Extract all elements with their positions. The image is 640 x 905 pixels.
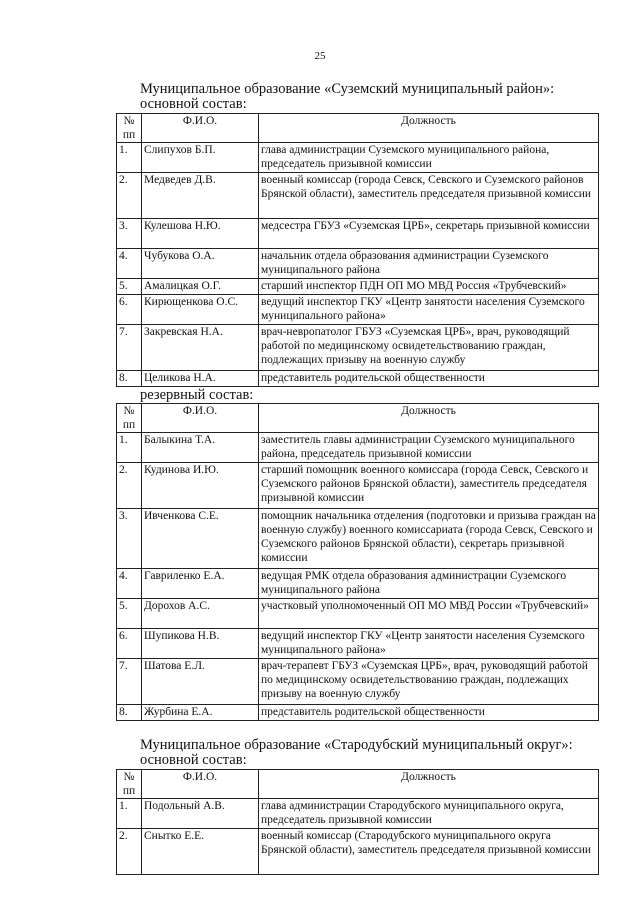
row-num: 6. (117, 629, 142, 659)
header-num: № пп (117, 114, 142, 143)
row-name: Амалицкая О.Г. (142, 279, 259, 295)
row-name: Кирющенкова О.С. (142, 295, 259, 325)
row-num: 5. (117, 279, 142, 295)
header-position: Должность (259, 770, 599, 799)
row-name: Гавриленко Е.А. (142, 569, 259, 599)
row-name: Кудинова И.Ю. (142, 463, 259, 509)
table-header-row (117, 114, 599, 143)
table-row (117, 799, 599, 829)
header-position: Должность (259, 404, 599, 433)
table-row (117, 279, 599, 295)
row-position: помощник начальника отделения (подготовки и призыва граждан на военную службу) военного комиссариата (города Севск, Севского и Суземского районов Брянской области), секретарь призывной комиссии (259, 509, 599, 569)
page-number: 25 (314, 50, 326, 62)
row-name: Целикова Н.А. (142, 371, 259, 387)
row-position: старший помощник военного комиссара (города Севск, Севского и Суземского районов Брянской области), заместитель председателя призывной комиссии (259, 463, 599, 509)
table-row (117, 463, 599, 509)
table-row (117, 143, 599, 173)
row-position: военный комиссар (города Севск, Севского и Суземского районов Брянской области), заместитель председателя призывной комиссии (259, 173, 599, 219)
table-row (117, 173, 599, 219)
row-num: 1. (117, 143, 142, 173)
table-row (117, 371, 599, 387)
header-num: № пп (117, 770, 142, 799)
row-num: 3. (117, 509, 142, 569)
row-name: Дорохов А.С. (142, 599, 259, 629)
row-position: ведущий инспектор ГКУ «Центр занятости населения Суземского муниципального района» (259, 295, 599, 325)
row-position: глава администрации Стародубского муниципального округа, председатель призывной комиссии (259, 799, 599, 829)
table-row (117, 569, 599, 599)
table-row (117, 219, 599, 249)
row-position: глава администрации Суземского муниципального района, председатель призывной комиссии (259, 143, 599, 173)
row-num: 4. (117, 249, 142, 279)
table-suzemka-main (116, 113, 599, 387)
table-row (117, 249, 599, 279)
table-suzemka-reserve (116, 403, 599, 721)
header-position: Должность (259, 114, 599, 143)
table-row (117, 705, 599, 721)
row-position: ведущая РМК отдела образования администрации Суземского муниципального района (259, 569, 599, 599)
row-name: Чубукова О.А. (142, 249, 259, 279)
row-num: 4. (117, 569, 142, 599)
row-name: Ивченкова С.Е. (142, 509, 259, 569)
row-name: Подольный А.В. (142, 799, 259, 829)
table-row (117, 295, 599, 325)
row-num: 8. (117, 705, 142, 721)
header-num: № пп (117, 404, 142, 433)
row-num: 7. (117, 659, 142, 705)
row-position: представитель родительской общественности (259, 705, 599, 721)
section-subheading-reserve: резервный состав: (140, 387, 254, 403)
table-row (117, 829, 599, 875)
row-position: врач-терапевт ГБУЗ «Суземская ЦРБ», врач, руководящий работой по медицинскому освидетельствованию граждан, подлежащих призыву на военную службу (259, 659, 599, 705)
row-position: медсестра ГБУЗ «Суземская ЦРБ», секретарь призывной комиссии (259, 219, 599, 249)
row-num: 1. (117, 799, 142, 829)
row-position: военный комиссар (Стародубского муниципального округа Брянской области), заместитель председателя призывной комиссии (259, 829, 599, 875)
row-name: Балыкина Т.А. (142, 433, 259, 463)
row-name: Шатова Е.Л. (142, 659, 259, 705)
row-num: 2. (117, 829, 142, 875)
table-row (117, 325, 599, 371)
row-name: Кулешова Н.Ю. (142, 219, 259, 249)
table-header-row (117, 770, 599, 799)
header-name: Ф.И.О. (142, 770, 259, 799)
header-name: Ф.И.О. (142, 114, 259, 143)
row-position: заместитель главы администрации Суземского муниципального района, председатель призывной комиссии (259, 433, 599, 463)
row-position: представитель родительской общественности (259, 371, 599, 387)
row-position: ведущий инспектор ГКУ «Центр занятости населения Суземского муниципального района» (259, 629, 599, 659)
row-name: Медведев Д.В. (142, 173, 259, 219)
table-row (117, 629, 599, 659)
row-num: 8. (117, 371, 142, 387)
table-header-row (117, 404, 599, 433)
section-heading-suzemka: Муниципальное образование «Суземский муниципальный район»: (140, 81, 555, 97)
section-heading-starodub: Муниципальное образование «Стародубский муниципальный округ»: (140, 737, 573, 753)
table-starodub-main (116, 769, 599, 875)
row-num: 1. (117, 433, 142, 463)
row-name: Журбина Е.А. (142, 705, 259, 721)
row-position: участковый уполномоченный ОП МО МВД России «Трубчевский» (259, 599, 599, 629)
row-name: Шупикова Н.В. (142, 629, 259, 659)
header-name: Ф.И.О. (142, 404, 259, 433)
row-name: Слипухов Б.П. (142, 143, 259, 173)
row-num: 2. (117, 463, 142, 509)
row-position: врач-невропатолог ГБУЗ «Суземская ЦРБ», врач, руководящий работой по медицинскому освидетельствованию граждан, подлежащих призыву на военную службу (259, 325, 599, 371)
row-num: 6. (117, 295, 142, 325)
section-subheading-main: основной состав: (140, 752, 247, 768)
row-name: Закревская Н.А. (142, 325, 259, 371)
row-name: Снытко Е.Е. (142, 829, 259, 875)
row-num: 5. (117, 599, 142, 629)
table-row (117, 599, 599, 629)
row-num: 3. (117, 219, 142, 249)
row-position: начальник отдела образования администрации Суземского муниципального района (259, 249, 599, 279)
row-num: 7. (117, 325, 142, 371)
section-subheading-main: основной состав: (140, 96, 247, 112)
row-position: старший инспектор ПДН ОП МО МВД Россия «Трубчевский» (259, 279, 599, 295)
table-row (117, 509, 599, 569)
table-row (117, 433, 599, 463)
row-num: 2. (117, 173, 142, 219)
table-row (117, 659, 599, 705)
